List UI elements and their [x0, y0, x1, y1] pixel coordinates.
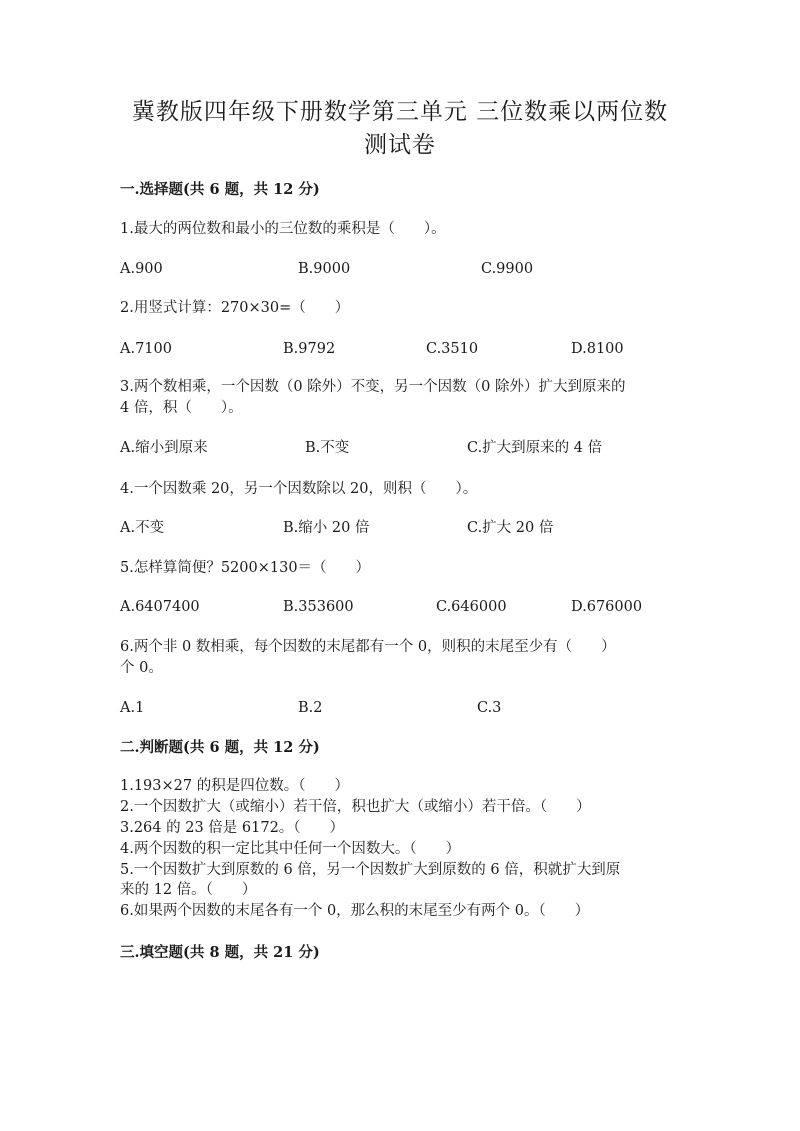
judgment-item-4: 4.两个因数的积一定比其中任何一个因数大。（ ）: [120, 841, 461, 857]
judgment-item-2: 2.一个因数扩大（或缩小）若干倍，积也扩大（或缩小）若干倍。（ ）: [120, 799, 591, 815]
section-heading-choice: 一.选择题(共 6 题，共 12 分): [120, 181, 320, 198]
choice-q5-option-d: D.676000: [571, 599, 643, 615]
choice-q2-option-b: B.9792: [283, 341, 336, 357]
choice-q4-option-b: B.缩小 20 倍: [283, 520, 370, 536]
page-title-line2: 测试卷: [364, 132, 436, 158]
choice-q4-option-c: C.扩大 20 倍: [467, 520, 554, 536]
judgment-item-6: 6.如果两个因数的末尾各有一个 0，那么积的末尾至少有两个 0。（ ）: [120, 903, 590, 919]
choice-q3-option-b: B.不变: [305, 440, 350, 456]
choice-q5-option-c: C.646000: [436, 599, 507, 615]
choice-q6-option-b: B.2: [298, 700, 323, 716]
choice-question-1: 1.最大的两位数和最小的三位数的乘积是（ ）。: [120, 221, 446, 237]
judgment-item-5-line1: 5.一个因数扩大到原数的 6 倍，另一个因数扩大到原数的 6 倍，积就扩大到原: [120, 862, 621, 878]
judgment-item-1: 1.193×27 的积是四位数。（ ）: [120, 778, 349, 794]
choice-question-6-line1: 6.两个非 0 数相乘，每个因数的末尾都有一个 0，则积的末尾至少有（ ）: [120, 639, 616, 655]
choice-question-4: 4.一个因数乘 20，另一个因数除以 20，则积（ ）。: [120, 481, 478, 497]
choice-q1-option-b: B.9000: [298, 261, 351, 277]
section-heading-judgment: 二.判断题(共 6 题，共 12 分): [120, 739, 320, 756]
choice-q6-option-c: C.3: [477, 700, 502, 716]
choice-question-2: 2.用竖式计算：270×30=（ ）: [120, 300, 350, 316]
choice-q6-option-a: A.1: [120, 700, 145, 716]
choice-question-3-line2: 4 倍，积（ ）。: [120, 400, 243, 416]
choice-q2-option-d: D.8100: [571, 341, 624, 357]
choice-q2-option-c: C.3510: [426, 341, 479, 357]
judgment-item-5-line2: 来的 12 倍。（ ）: [120, 882, 257, 898]
choice-q3-option-c: C.扩大到原来的 4 倍: [467, 440, 603, 456]
judgment-item-3: 3.264 的 23 倍是 6172。（ ）: [120, 820, 345, 836]
choice-q1-option-c: C.9900: [481, 261, 534, 277]
section-heading-fill: 三.填空题(共 8 题，共 21 分): [120, 944, 320, 961]
choice-question-6-line2: 个 0。: [120, 660, 163, 676]
choice-q3-option-a: A.缩小到原来: [120, 440, 208, 456]
choice-q5-option-b: B.353600: [283, 599, 354, 615]
choice-q1-option-a: A.900: [120, 261, 163, 277]
choice-q5-option-a: A.6407400: [120, 599, 200, 615]
choice-question-5: 5.怎样算简便？5200×130＝（ ）: [120, 560, 371, 576]
page-title: 冀教版四年级下册数学第三单元 三位数乘以两位数: [131, 99, 669, 125]
choice-question-3-line1: 3.两个数相乘，一个因数（0 除外）不变，另一个因数（0 除外）扩大到原来的: [120, 379, 626, 395]
choice-q4-option-a: A.不变: [120, 520, 165, 536]
choice-q2-option-a: A.7100: [120, 341, 172, 357]
